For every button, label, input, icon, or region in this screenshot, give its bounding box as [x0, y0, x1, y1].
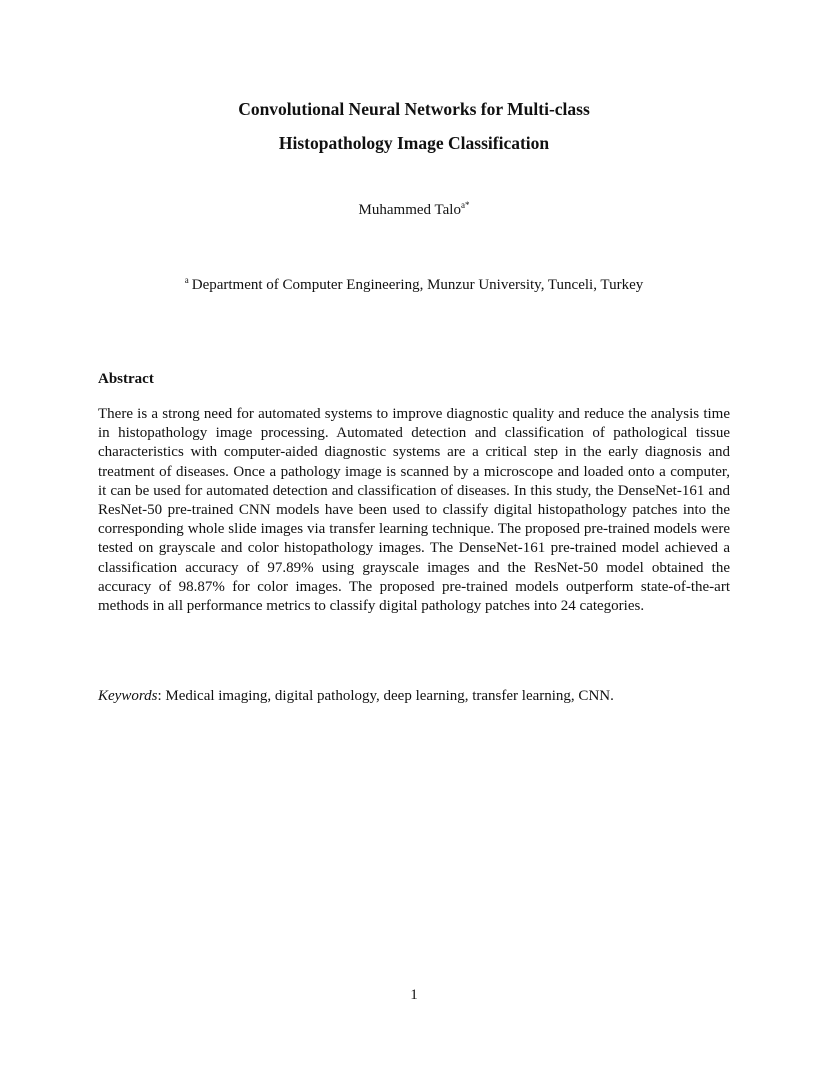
affiliation-mark: a [184, 275, 189, 285]
author-name: Muhammed Talo [358, 202, 461, 218]
author-line [0, 200, 828, 220]
page-number: 1 [410, 987, 418, 1003]
abstract-body: There is a strong need for automated systems to improve diagnostic quality and reduce the analysis time in histopathology image processing. Automated detection and classification of pathological tissue characteristics with computer-aided diagnostic systems are a critical step in the early diagnosis and treatment of diseases. Once a pathology image is scanned by a microscope and loaded onto a computer, it can be used for automated detection and classification of diseases. In this study, the DenseNet-161 and ResNet-50 pre-trained CNN models have been used to classify digital histopathology patches into the corresponding whole slide images via transfer learning technique. The proposed pre-trained models were tested on grayscale and color histopathology images. The DenseNet-161 pre-trained model achieved a classification accuracy of 97.89% using grayscale images and the ResNet-50 model obtained the accuracy of 98.87% for color images. The proposed pre-trained models outperform state-of-the-art methods in all performance metrics to classify digital pathology patches into 24 categories. [98, 406, 730, 615]
affiliation-line [0, 275, 828, 295]
abstract-heading: Abstract [98, 371, 154, 387]
keywords-line [98, 686, 738, 706]
author-affiliation-marks: a* [460, 200, 470, 210]
paper-title-line-1: Convolutional Neural Networks for Multi-class [238, 99, 590, 119]
paper-title-line-2: Histopathology Image Classification [278, 133, 550, 153]
keywords-label: Keywords [98, 688, 158, 704]
affiliation-text: Department of Computer Engineering, Munzur University, Tunceli, Turkey [191, 277, 644, 293]
keywords-text: : Medical imaging, digital pathology, deep learning, transfer learning, CNN. [157, 688, 614, 704]
